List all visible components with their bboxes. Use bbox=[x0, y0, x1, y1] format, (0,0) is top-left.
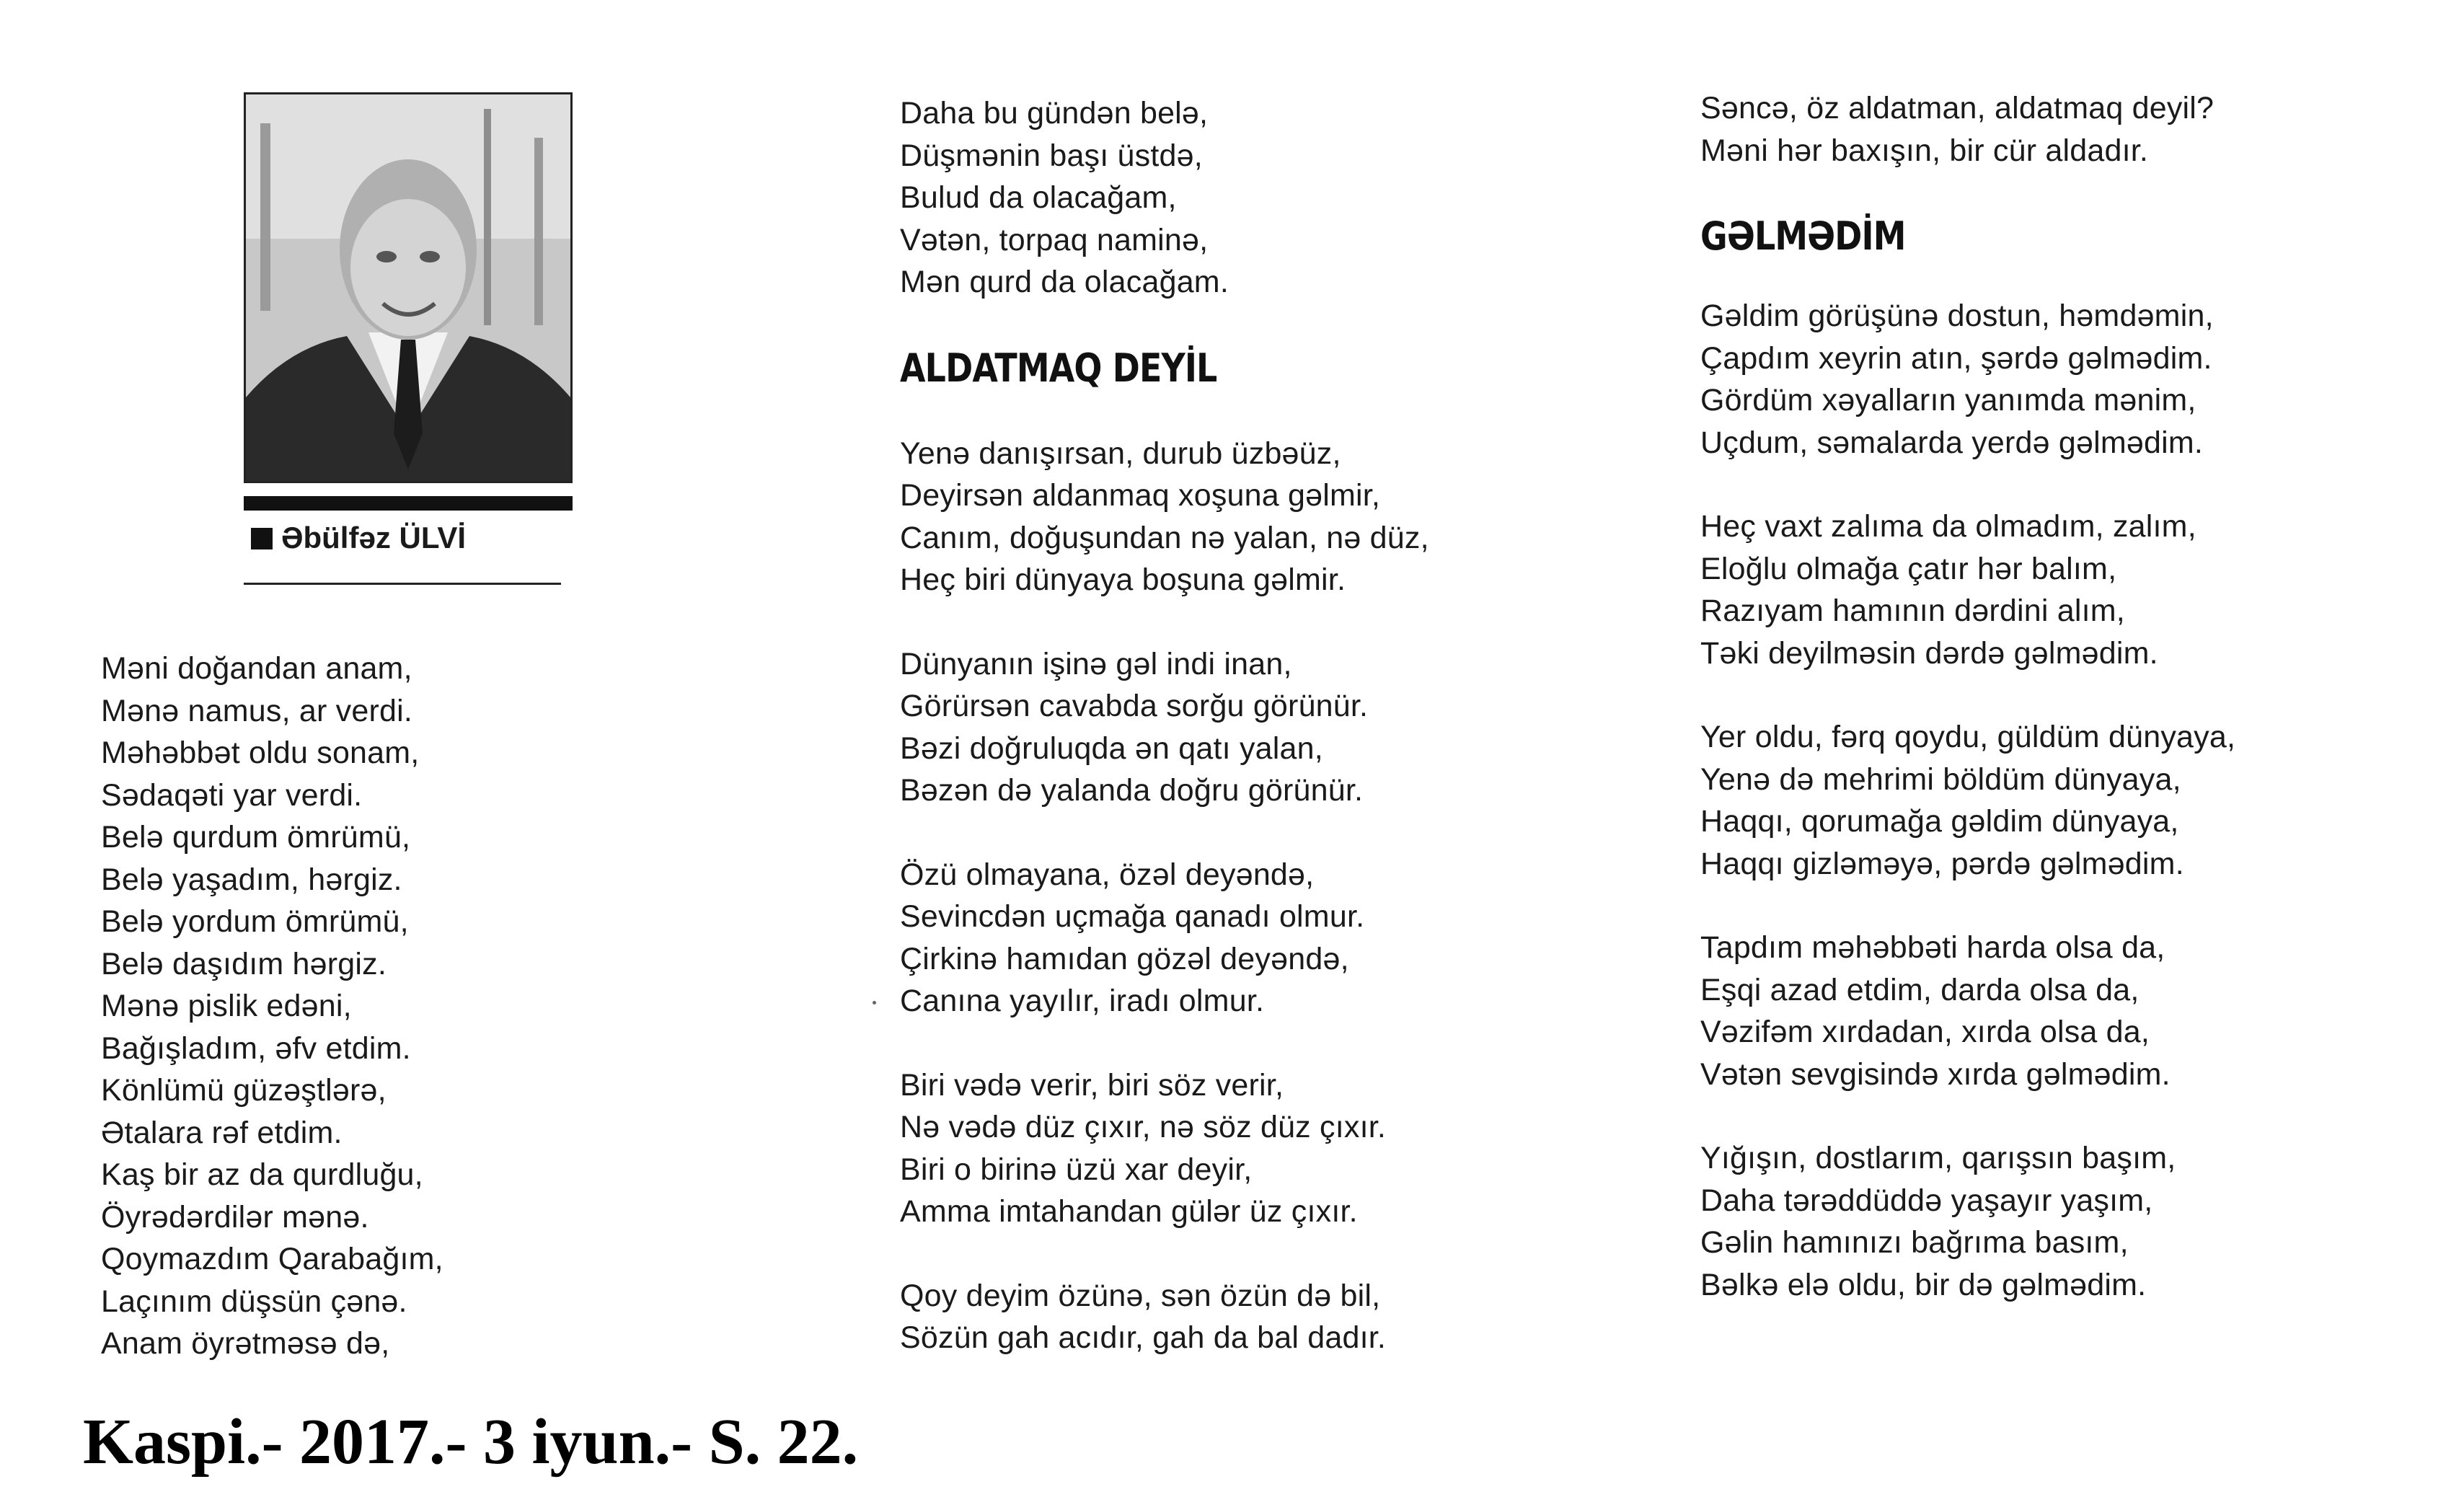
poem2-stanza-5 bbox=[900, 1275, 1429, 1359]
poem3-stanza-3 bbox=[1700, 716, 2235, 885]
column-1 bbox=[101, 648, 443, 1365]
poem-line: Eşqi azad etdim, darda olsa da, bbox=[1700, 972, 2140, 1007]
poem-line: Belə yaşadım, hərgiz. bbox=[101, 862, 402, 897]
poem-line: Haqqı, qorumağa gəldim dünyaya, bbox=[1700, 804, 2179, 839]
poem-line: Razıyam hamının dərdini alım, bbox=[1700, 593, 2125, 628]
poem-line: Amma imtahandan gülər üz çıxır. bbox=[900, 1194, 1358, 1229]
poem-line: Vətən, torpaq naminə, bbox=[900, 222, 1209, 257]
poem-line: Yenə danışırsan, durub üzbəüz, bbox=[900, 436, 1341, 471]
poem-line: Çapdım xeyrin atın, şərdə gəlmədim. bbox=[1700, 340, 2212, 376]
poem-line: Vətən sevgisində xırda gəlmədim. bbox=[1700, 1056, 2171, 1092]
photo-caption-bar bbox=[244, 496, 573, 511]
poem-line: Biri o birinə üzü xar deyir, bbox=[900, 1152, 1253, 1187]
poem2-stanza-3 bbox=[900, 854, 1429, 1023]
poem3-stanza-5 bbox=[1700, 1137, 2235, 1306]
poem-line: Gəlin hamınızı bağrıma basım, bbox=[1700, 1225, 2129, 1260]
poem-line: Haqqı gizləməyə, pərdə gəlmədim. bbox=[1700, 846, 2184, 881]
poem-line: Laçınım düşsün çənə. bbox=[101, 1284, 407, 1319]
column-2 bbox=[900, 92, 1429, 1359]
poem-line: Səncə, öz aldatman, aldatmaq deyil? bbox=[1700, 91, 2214, 125]
poem-line: Öyrədərdilər mənə. bbox=[101, 1199, 369, 1235]
poem-line: Nə vədə düz çıxır, nə söz düz çıxır. bbox=[900, 1110, 1387, 1144]
poem-line: Vəzifəm xırdadan, xırda olsa da, bbox=[1700, 1015, 2150, 1049]
poem-line: Qoy deyim özünə, sən özün də bil, bbox=[900, 1278, 1381, 1313]
poem-line: Bağışladım, əfv etdim. bbox=[101, 1030, 411, 1066]
poem2-stanza-4 bbox=[900, 1064, 1429, 1233]
poem1-stanza bbox=[101, 648, 443, 1365]
poem-line: Bulud da olacağam, bbox=[900, 180, 1177, 215]
poem3-title: GƏLMƏDİM bbox=[1700, 213, 1906, 259]
poem2-continuation bbox=[1700, 87, 2235, 172]
poem-line: Eloğlu olmağa çatır hər balım, bbox=[1700, 551, 2117, 586]
poem-line: Dünyanın işinə gəl indi inan, bbox=[900, 646, 1292, 681]
poem-line: Daha bu gündən belə, bbox=[900, 96, 1209, 131]
print-speck bbox=[873, 1001, 876, 1005]
poem-line: Özü olmayana, özəl deyəndə, bbox=[900, 857, 1315, 892]
poem-line: Kaş bir az da qurdluğu, bbox=[101, 1157, 423, 1192]
poem-line: Belə yordum ömrümü, bbox=[101, 904, 409, 939]
poem2-stanza-2 bbox=[900, 643, 1429, 812]
poem-line: Qoymazdım Qarabağım, bbox=[101, 1242, 443, 1276]
poem-line: Könlümü güzəştlərə, bbox=[101, 1073, 387, 1108]
poem-line: Məni hər baxışın, bir cür aldadır. bbox=[1700, 133, 2149, 168]
author-portrait-illustration bbox=[246, 94, 570, 481]
poem-line: Biri vədə verir, biri söz verir, bbox=[900, 1067, 1284, 1103]
author-byline bbox=[251, 521, 466, 555]
poem-line: Anam öyrətməsə də, bbox=[101, 1326, 390, 1361]
author-name: Əbülfəz ÜLVİ bbox=[281, 521, 467, 555]
author-divider bbox=[244, 583, 561, 585]
poem-line: Tapdım məhəbbəti harda olsa da, bbox=[1700, 930, 2165, 965]
poem-line: Yenə də mehrimi böldüm dünyaya, bbox=[1700, 761, 2181, 797]
poem-line: Gəldim görüşünə dostun, həmdəmin, bbox=[1700, 299, 2214, 333]
poem1-continuation bbox=[900, 92, 1429, 304]
author-photo bbox=[244, 92, 573, 483]
poem-line: Sədaqəti yar verdi. bbox=[101, 777, 363, 813]
poem-line: Sevincdən uçmağa qanadı olmur. bbox=[900, 899, 1365, 934]
poem-line: Məni doğandan anam, bbox=[101, 651, 412, 686]
poem-line: Belə qurdum ömrümü, bbox=[101, 820, 411, 855]
poem-line: Görürsən cavabda sorğu görünür. bbox=[900, 689, 1369, 723]
poem-line: Məhəbbət oldu sonam, bbox=[101, 736, 420, 770]
poem-line: Mənə namus, ar verdi. bbox=[101, 693, 412, 728]
poem-line: Mənə pislik edəni, bbox=[101, 989, 352, 1023]
poem-line: Sözün gah acıdır, gah da bal dadır. bbox=[900, 1320, 1387, 1355]
source-citation: Kaspi.- 2017.- 3 iyun.- S. 22. bbox=[83, 1406, 859, 1478]
poem-line: Canım, doğuşundan nə yalan, nə düz, bbox=[900, 520, 1429, 555]
poem3-stanza-1 bbox=[1700, 295, 2235, 464]
poem-line: Belə daşıdım hərgiz. bbox=[101, 946, 387, 981]
poem3-stanza-4 bbox=[1700, 927, 2235, 1095]
poem-line: Heç biri dünyaya boşuna gəlmir. bbox=[900, 562, 1346, 597]
poem-line: Çirkinə hamıdan gözəl deyəndə, bbox=[900, 941, 1349, 976]
poem-line: Canına yayılır, iradı olmur. bbox=[900, 984, 1265, 1018]
column-3 bbox=[1700, 87, 2235, 1306]
poem-line: Bəzən də yalanda doğru görünür. bbox=[900, 773, 1364, 808]
poem-line: Gördüm xəyalların yanımda mənim, bbox=[1700, 383, 2196, 418]
poem-line: Deyirsən aldanmaq xoşuna gəlmir, bbox=[900, 478, 1381, 513]
poem-line: Bəlkə elə oldu, bir də gəlmədim. bbox=[1700, 1267, 2147, 1302]
poem2-stanza-1 bbox=[900, 433, 1429, 601]
poem-line: Mən qurd da olacağam. bbox=[900, 265, 1229, 299]
poem-line: Daha tərəddüddə yaşayır yaşım, bbox=[1700, 1183, 2153, 1218]
poem-line: Təki deyilməsin dərdə gəlmədim. bbox=[1700, 635, 2158, 671]
poem-line: Heç vaxt zalıma da olmadım, zalım, bbox=[1700, 509, 2196, 544]
poem3-stanza-2 bbox=[1700, 505, 2235, 674]
poem-line: Yığışın, dostlarım, qarışsın başım, bbox=[1700, 1141, 2176, 1175]
square-bullet-icon bbox=[251, 528, 273, 549]
poem-line: Düşmənin başı üstdə, bbox=[900, 138, 1203, 173]
poem-line: Yer oldu, fərq qoydu, güldüm dünyaya, bbox=[1700, 720, 2236, 754]
poem-line: Ətalara rəf etdim. bbox=[101, 1115, 343, 1150]
poem-line: Bəzi doğruluqda ən qatı yalan, bbox=[900, 730, 1323, 766]
poem2-title: ALDATMAQ DEYİL bbox=[900, 345, 1217, 391]
poem-line: Uçdum, səmalarda yerdə gəlmədim. bbox=[1700, 425, 2204, 460]
